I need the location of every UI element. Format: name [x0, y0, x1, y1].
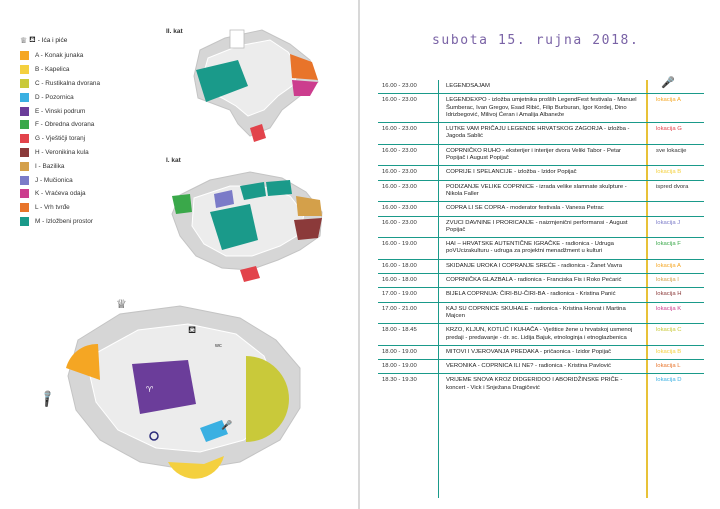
schedule-row	[378, 259, 704, 273]
schedule-row	[378, 273, 704, 287]
event-description: LEGENDEXPO - izložba umjetnika prošlih LegendFest festivala - Manuel Šumberac, Ivan Gregov, Esad Ribić, Filip Burburan, Igor Kordej, Dino Idrizbegović, Milivoj Ćeran i Amalija Albaneže	[446, 97, 637, 118]
event-location: lokacija A	[656, 262, 681, 269]
floor-plan-second	[194, 30, 318, 142]
schedule-row	[378, 80, 704, 93]
event-description: PODIZANJE VELIKE COPRNICE - izrada velike slamnate skulpture - Nikola Faller	[446, 183, 627, 197]
event-location: lokacija K	[656, 305, 682, 312]
castle-floor-plans	[0, 0, 358, 509]
event-time: 16.00 - 23.00	[382, 183, 417, 190]
event-time: 18.30 - 19.30	[382, 377, 417, 384]
event-time: 16.00 - 23.00	[382, 83, 417, 89]
event-time: 16.00 - 23.00	[382, 169, 417, 176]
legend-label: D - Pozornica	[35, 93, 74, 101]
event-description: COPRNIČKA GLAZBALA - radionica - Franciska Fis i Roko Pećarić	[446, 277, 622, 284]
schedule-row	[378, 302, 704, 324]
event-location: lokacija B	[656, 348, 682, 355]
event-time: 16.00 - 23.00	[382, 97, 417, 104]
map-page	[0, 0, 358, 509]
event-time: 16.00 - 18.00	[382, 277, 417, 284]
event-time: 17.00 - 21.00	[382, 305, 417, 312]
legend-label: G - Vještičji toranj	[35, 135, 86, 143]
event-time: 18.00 - 18.45	[382, 327, 417, 334]
floor-plan-first	[172, 172, 322, 282]
event-description: MITOVI I VJEROVANJA PREDAKA - pričaonica - Izidor Popijač	[446, 348, 612, 355]
schedule-row	[378, 345, 704, 359]
event-location: lokacija B	[656, 169, 682, 176]
schedule-row	[378, 201, 704, 215]
legend-label: L - Vrh tvrđe	[35, 204, 70, 212]
event-time: 16.00 - 19.00	[382, 241, 417, 248]
floor-label-second: II. kat	[166, 28, 183, 35]
event-location: lokacija C	[656, 327, 682, 334]
event-time: 18.00 - 19.00	[382, 348, 417, 355]
schedule-title: subota 15. rujna 2018.	[432, 33, 640, 48]
legend-label: K - Vraćeva odaja	[35, 190, 86, 198]
event-description: BIJELA COPRNIJA: ČIRI-BU-ČIRI-BA - radionica - Kristina Panić	[446, 291, 616, 298]
schedule-row	[378, 373, 704, 395]
schedule-row	[378, 144, 704, 166]
svg-text:♈: ♈	[146, 385, 154, 394]
event-description: LUTKE VAM PRIČAJU LEGENDE HRVATSKOG ZAGORJA - izložba - Jagoda Sablić	[446, 126, 630, 140]
microphone-icon: 🎤	[37, 388, 58, 410]
schedule-row	[378, 287, 704, 301]
room-k[interactable]	[292, 80, 318, 96]
wc-label: wc	[215, 343, 222, 349]
event-location: lokacija G	[656, 126, 682, 133]
schedule-row	[378, 122, 704, 144]
schedule-row	[378, 165, 704, 179]
legend-label: E - Vinski podrum	[35, 107, 86, 115]
event-location: lokacija D	[656, 377, 682, 384]
legend-label: M - Izložbeni prostor	[35, 217, 93, 225]
schedule-table	[378, 80, 704, 395]
event-description: ZVUCI DAVNINE I PRORICANJE - naizmjenični performansi - August Popijač	[446, 219, 628, 233]
legend-label: I - Bazilika	[35, 162, 65, 170]
room-h[interactable]	[294, 218, 322, 240]
floor-label-first: I. kat	[166, 157, 181, 164]
event-location: lokacija A	[656, 97, 681, 104]
beer-mug-icon: ⛾	[188, 325, 197, 336]
event-location: lokacija I	[656, 277, 679, 284]
legend-label: C - Rustikalna dvorana	[35, 79, 101, 87]
legend-label: H - Veronikina kula	[35, 148, 89, 156]
event-description: VERONIKA - COPRNICA ILI NE? - radionica - Kristina Pavlović	[446, 363, 611, 370]
event-description: KRZO, KLJUN, KOTLIĆ I KUHAČA - Vještice žene u hrvatskoj usmenoj predaji - predavanje - dr. sc. Lidija Bajuk, etnologinja i etnoglazbenica	[446, 327, 633, 341]
event-description: SKIDANJE UROKA I COPRANJE SREĆE - radionica - Žanet Vavra	[446, 262, 623, 269]
event-location: sve lokacije	[656, 147, 687, 154]
chef-hat-icon: ♕	[20, 35, 28, 45]
schedule-row	[378, 93, 704, 122]
schedule-row	[378, 323, 704, 345]
legend-label: B - Kapelica	[35, 66, 70, 74]
food-legend-label: - Ića i piće	[37, 36, 68, 44]
event-location: lokacija H	[656, 291, 682, 298]
legend-label: J - Mučionica	[35, 176, 73, 184]
event-description: HAI – HRVATSKE AUTENTIČNE IGRAČKE - radionica - Udruga poVUcizakulturu - udruga za projektni menadžment u kulturi	[446, 241, 614, 255]
event-time: 16.00 - 23.00	[382, 147, 417, 154]
event-time: 16.00 - 23.00	[382, 219, 417, 226]
event-time: 16.00 - 23.00	[382, 205, 417, 212]
chef-hat-icon: ♕	[116, 297, 127, 311]
event-time: 17.00 - 19.00	[382, 291, 417, 298]
event-description: VRIJEME SNOVA KROZ DIDGERIDOO I ABORIDŽINSKE PRIČE - koncert - Vick i Snježana Dragičević	[446, 377, 623, 391]
legend-label: F - Obredna dvorana	[35, 121, 95, 129]
event-location: ispred dvora	[656, 183, 689, 190]
event-description: KAJ SU COPRNICE SKUHALE - radionica - Kristina Horvat i Martina Majcen	[446, 305, 626, 319]
event-location: lokacija J	[656, 219, 681, 226]
event-description: COPRIJE I SPELANCIJE - izložba - Izidor Popijač	[446, 169, 577, 176]
event-description: LEGENDSAJAM	[446, 83, 490, 89]
event-time: 16.00 - 23.00	[382, 126, 417, 133]
room-i[interactable]	[296, 196, 322, 216]
floor-plan-ground	[66, 306, 300, 479]
legend-label: A - Konak junaka	[35, 52, 84, 60]
microphone-icon: 🎤	[221, 420, 233, 430]
microphone-icon: 🎤	[661, 77, 675, 89]
schedule-row	[378, 237, 704, 259]
event-time: 16.00 - 18.00	[382, 262, 417, 269]
event-description: COPRA LI SE COPRA - moderator festivala - Vanesa Petrac	[446, 205, 604, 212]
event-description: COPRNIČKO RUHO - eksterijer i interijer dvora Veliki Tabor - Petar Popijač i August Popijač	[446, 147, 622, 162]
beer-mug-icon: ⛾	[29, 35, 36, 44]
event-location: lokacija F	[656, 241, 681, 248]
schedule-row	[378, 359, 704, 373]
event-location: lokacija L	[656, 363, 681, 370]
schedule-row	[378, 216, 704, 238]
schedule-row	[378, 180, 704, 202]
event-time: 18.00 - 19.00	[382, 363, 417, 370]
